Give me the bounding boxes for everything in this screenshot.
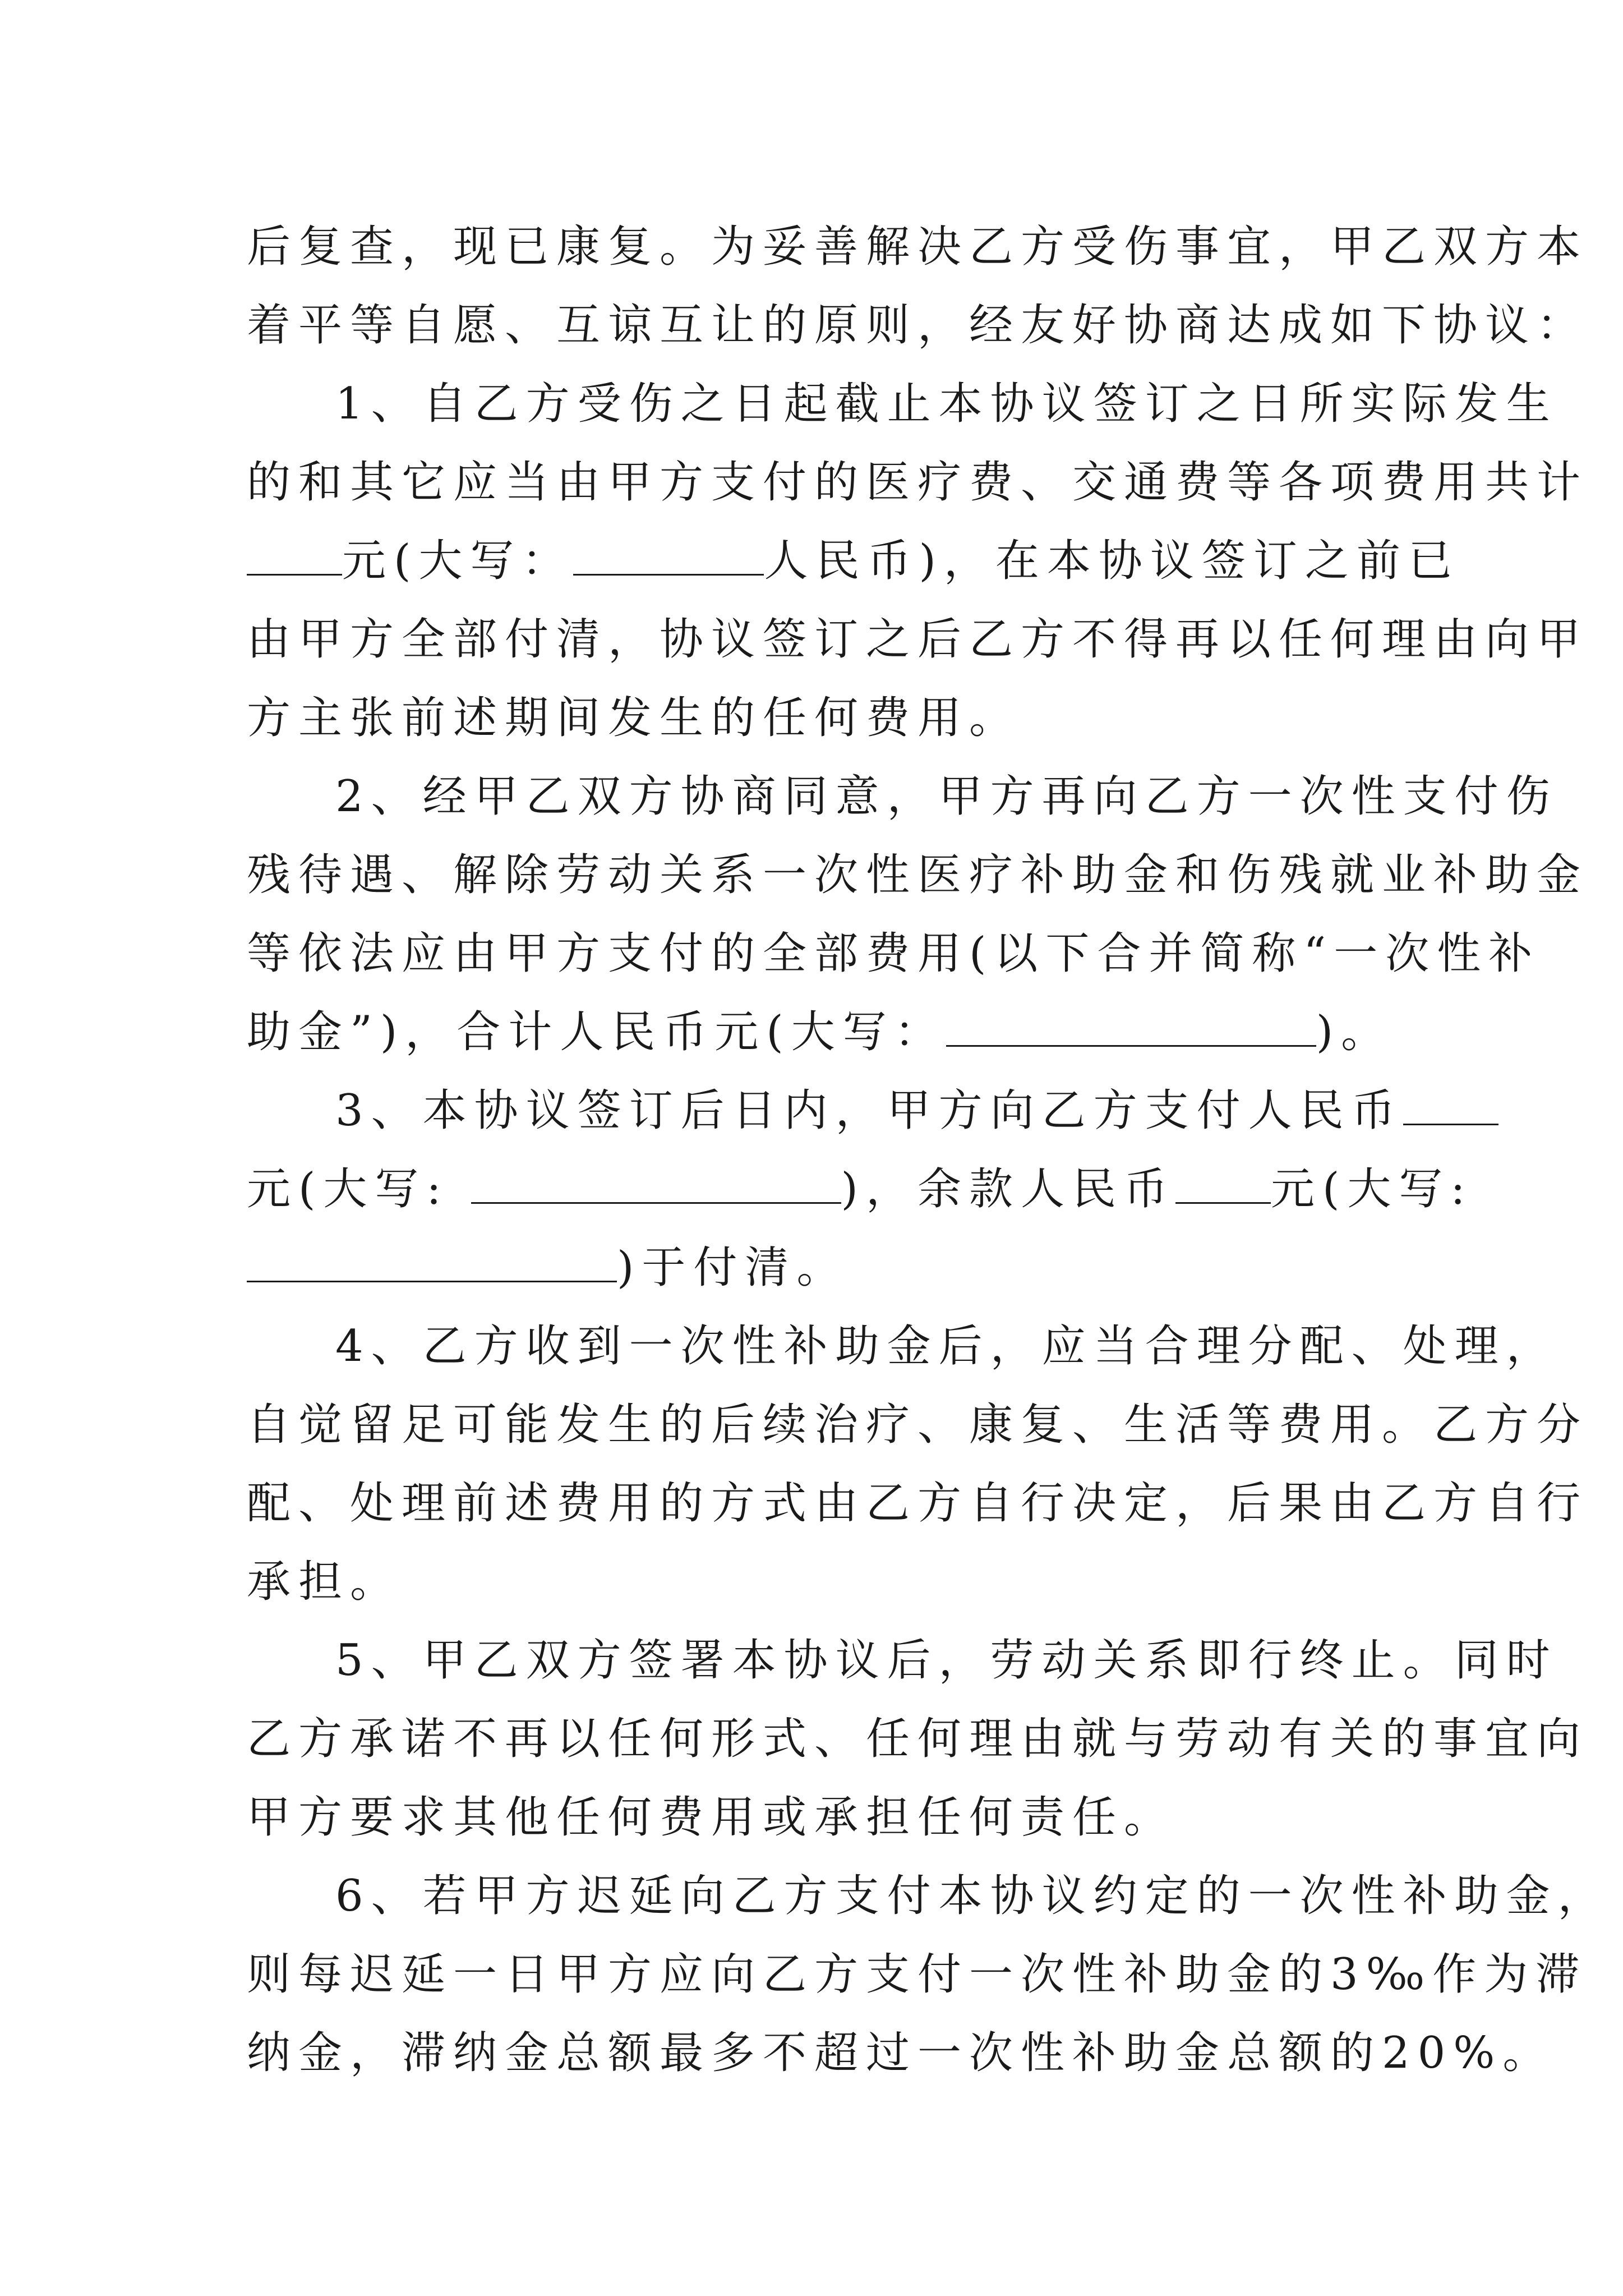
- clause-6: [247, 1857, 1610, 2092]
- text-line: 等依法应由甲方支付的全部费用(以下合并简称“一次性补: [247, 928, 1541, 979]
- text-line: 5、甲乙双方签署本协议后，劳动关系即行终止。同时: [335, 1635, 1558, 1686]
- text-fragment: 元(大写：: [342, 536, 574, 586]
- text-line: 由甲方全部付清，协议签订之后乙方不得再以任何理由向甲: [247, 614, 1589, 665]
- text-line: 方主张前述期间发生的任何费用。: [247, 693, 1021, 743]
- text-fragment: 元(大写:: [247, 1164, 471, 1214]
- clause-5: [247, 1621, 1589, 1857]
- text-fragment: 3、本协议签订后日内，甲方向乙方支付人民币: [335, 1085, 1403, 1136]
- text-line: 配、处理前述费用的方式由乙方自行决定，后果由乙方自行: [247, 1478, 1589, 1529]
- text-line: 后复查，现已康复。为妥善解决乙方受伤事宜，甲乙双方本: [247, 222, 1589, 272]
- clause-2: [247, 757, 1589, 1071]
- intro-paragraph: [247, 208, 1589, 365]
- text-fragment: 元(大写:: [1270, 1164, 1473, 1214]
- blank-amount: [247, 535, 342, 576]
- text-line: 的和其它应当由甲方支付的医疗费、交通费等各项费用共计: [247, 457, 1589, 508]
- blank-amount-words: [471, 1163, 841, 1204]
- text-line: 1、自乙方受伤之日起截止本协议签订之日所实际发生: [335, 379, 1558, 429]
- clause-3: [247, 1071, 1473, 1307]
- blank-amount: [1175, 1163, 1271, 1204]
- text-line: 乙方承诺不再以任何形式、任何理由就与劳动有关的事宜向: [247, 1714, 1589, 1764]
- text-line: [247, 1228, 1385, 1307]
- text-line: [247, 1150, 1473, 1228]
- text-line: 则每迟延一日甲方应向乙方支付一次性补助金的3‰作为滞: [247, 1949, 1588, 2000]
- clause-4: [247, 1307, 1589, 1621]
- text-fragment: 人民币)，在本协议签订之前已: [764, 536, 1460, 586]
- text-line: [247, 1071, 1403, 1150]
- text-line: [247, 993, 1393, 1071]
- text-line: 自觉留足可能发生的后续治疗、康复、生活等费用。乙方分: [247, 1400, 1589, 1450]
- text-line: 甲方要求其他任何费用或承担任何责任。: [247, 1792, 1176, 1843]
- text-line: 4、乙方收到一次性补助金后，应当合理分配、处理，: [335, 1321, 1558, 1372]
- blank-amount: [1403, 1084, 1498, 1125]
- text-line: 残待遇、解除劳动关系一次性医疗补助金和伤残就业补助金: [247, 850, 1589, 900]
- text-line: 2、经甲乙双方协商同意，甲方再向乙方一次性支付伤: [335, 771, 1558, 822]
- blank-amount-words: [247, 1241, 617, 1282]
- text-fragment: )，余款人民币: [841, 1164, 1175, 1214]
- clause-1: [247, 365, 1589, 757]
- text-line: 承担。: [247, 1557, 402, 1607]
- text-line: 着平等自愿、互谅互让的原则，经友好协商达成如下协议：: [247, 300, 1589, 351]
- text-fragment: )于付清。: [617, 1243, 849, 1293]
- blank-amount-words: [573, 535, 764, 576]
- text-line: 6、若甲方迟延向乙方支付本协议约定的一次性补助金，: [335, 1871, 1610, 1921]
- text-fragment: )。: [1316, 1007, 1393, 1057]
- text-line: [247, 522, 1460, 600]
- document-page: [247, 208, 1610, 2092]
- text-line: 纳金，滞纳金总额最多不超过一次性补助金总额的20%。: [247, 2028, 1555, 2078]
- blank-amount-words: [946, 1006, 1316, 1047]
- text-fragment: 助金”)，合计人民币元(大写：: [247, 1007, 946, 1057]
